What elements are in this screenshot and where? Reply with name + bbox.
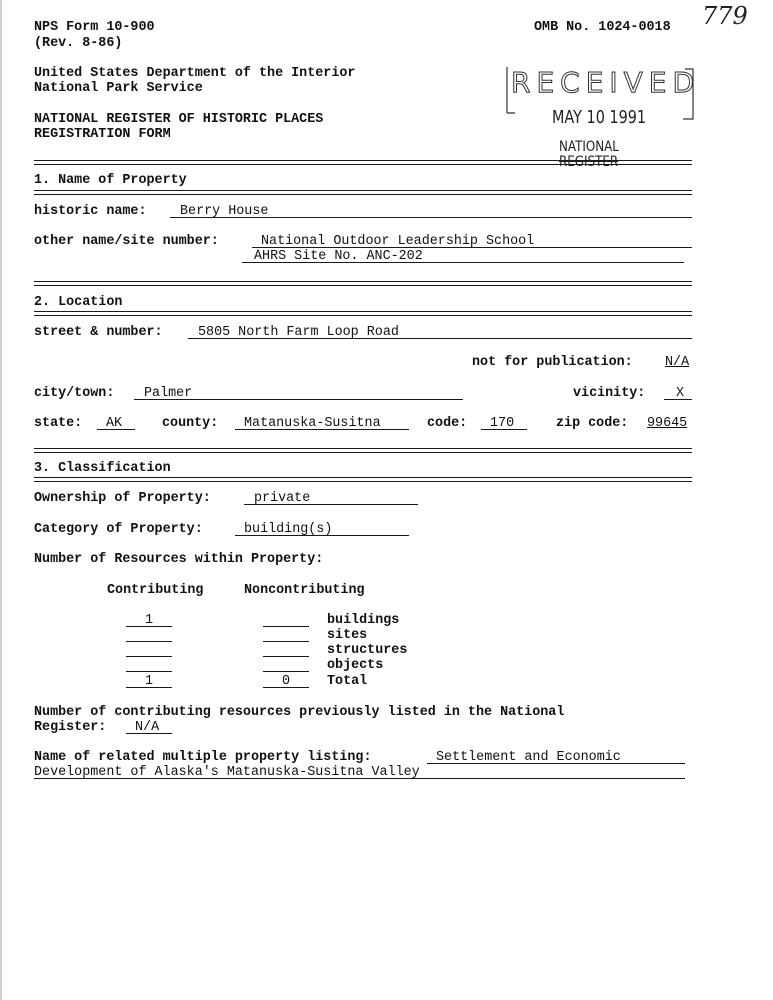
register-title: NATIONAL REGISTER OF HISTORIC PLACES	[34, 112, 324, 127]
state-label: state:	[34, 416, 83, 431]
category-value: building(s)	[244, 522, 333, 537]
section1-heading: 1. Name of Property	[34, 173, 187, 188]
field-underline	[126, 671, 172, 672]
resources-label: Number of Resources within Property:	[34, 552, 324, 567]
field-underline	[235, 535, 409, 536]
separator	[34, 190, 692, 195]
field-underline	[263, 641, 309, 642]
multiple-property-label: Name of related multiple property listing:	[34, 750, 372, 765]
ownership-value: private	[254, 491, 311, 506]
field-underline	[263, 656, 309, 657]
previously-listed-label-2: Register:	[34, 720, 107, 735]
field-underline	[188, 338, 692, 339]
historic-name-label: historic name:	[34, 204, 147, 219]
other-name-line2: AHRS Site No. ANC-202	[254, 249, 423, 264]
stamp-office-line2: REGISTER	[559, 154, 619, 170]
field-underline	[126, 626, 172, 627]
col-contributing: Contributing	[107, 583, 204, 598]
field-underline	[134, 399, 463, 400]
ownership-label: Ownership of Property:	[34, 491, 211, 506]
received-date: MAY 10 1991	[552, 107, 647, 128]
field-underline	[34, 778, 685, 779]
row-sites-label: sites	[327, 628, 368, 643]
separator	[34, 311, 692, 316]
vicinity-label: vicinity:	[573, 386, 646, 401]
zip-value: 99645	[647, 416, 688, 431]
multiple-property-line2: Development of Alaska's Matanuska-Susitna Valley	[34, 765, 420, 780]
department: United States Department of the Interior	[34, 66, 356, 81]
field-underline	[244, 504, 418, 505]
code-label: code:	[427, 416, 468, 431]
historic-name-value: Berry House	[180, 204, 269, 219]
city-label: city/town:	[34, 386, 115, 401]
field-underline	[97, 429, 135, 430]
row-total-contributing: 1	[144, 674, 154, 689]
category-label: Category of Property:	[34, 522, 203, 537]
received-stamp: RECEIVED	[511, 66, 701, 99]
handwritten-number: 779	[702, 2, 748, 30]
multiple-property-line1: Settlement and Economic	[436, 750, 621, 765]
row-buildings-label: buildings	[327, 613, 400, 628]
field-underline	[235, 429, 409, 430]
col-noncontributing: Noncontributing	[244, 583, 365, 598]
field-underline	[126, 656, 172, 657]
field-underline	[427, 763, 685, 764]
field-underline	[481, 429, 527, 430]
separator	[34, 477, 692, 482]
field-underline	[263, 687, 309, 688]
street-label: street & number:	[34, 325, 163, 340]
form-type: REGISTRATION FORM	[34, 127, 171, 142]
field-underline	[664, 399, 692, 400]
zip-label: zip code:	[556, 416, 629, 431]
row-total-noncontributing: 0	[281, 674, 291, 689]
row-buildings-contributing: 1	[144, 613, 154, 628]
separator	[34, 448, 692, 453]
field-underline	[242, 262, 684, 263]
scan-edge	[0, 0, 2, 1000]
city-value: Palmer	[144, 386, 193, 401]
not-for-publication-label: not for publication:	[472, 355, 633, 370]
section2-heading: 2. Location	[34, 295, 123, 310]
field-underline	[170, 217, 692, 218]
code-value: 170	[490, 416, 515, 431]
stamp-office-line1: NATIONAL	[559, 139, 619, 155]
county-label: county:	[162, 416, 219, 431]
section3-heading: 3. Classification	[34, 461, 171, 476]
row-structures-label: structures	[327, 643, 408, 658]
not-for-publication-value: N/A	[665, 355, 690, 370]
previously-listed-value: N/A	[135, 720, 160, 735]
form-id: NPS Form 10-900	[34, 20, 155, 35]
previously-listed-label: Number of contributing resources previously listed in the National	[34, 705, 565, 720]
field-underline	[126, 733, 172, 734]
county-value: Matanuska-Susitna	[244, 416, 381, 431]
field-underline	[126, 687, 172, 688]
other-name-line1: National Outdoor Leadership School	[261, 234, 535, 249]
street-value: 5805 North Farm Loop Road	[198, 325, 399, 340]
form-revision: (Rev. 8-86)	[34, 36, 123, 51]
state-value: AK	[106, 416, 123, 431]
field-underline	[263, 626, 309, 627]
field-underline	[126, 641, 172, 642]
other-name-label: other name/site number:	[34, 234, 219, 249]
separator	[34, 281, 692, 286]
row-objects-label: objects	[327, 658, 384, 673]
omb-number: OMB No. 1024-0018	[534, 20, 671, 35]
vicinity-value: X	[676, 386, 685, 401]
row-total-label: Total	[327, 674, 368, 689]
field-underline	[263, 671, 309, 672]
field-underline	[252, 247, 692, 248]
agency: National Park Service	[34, 81, 203, 96]
